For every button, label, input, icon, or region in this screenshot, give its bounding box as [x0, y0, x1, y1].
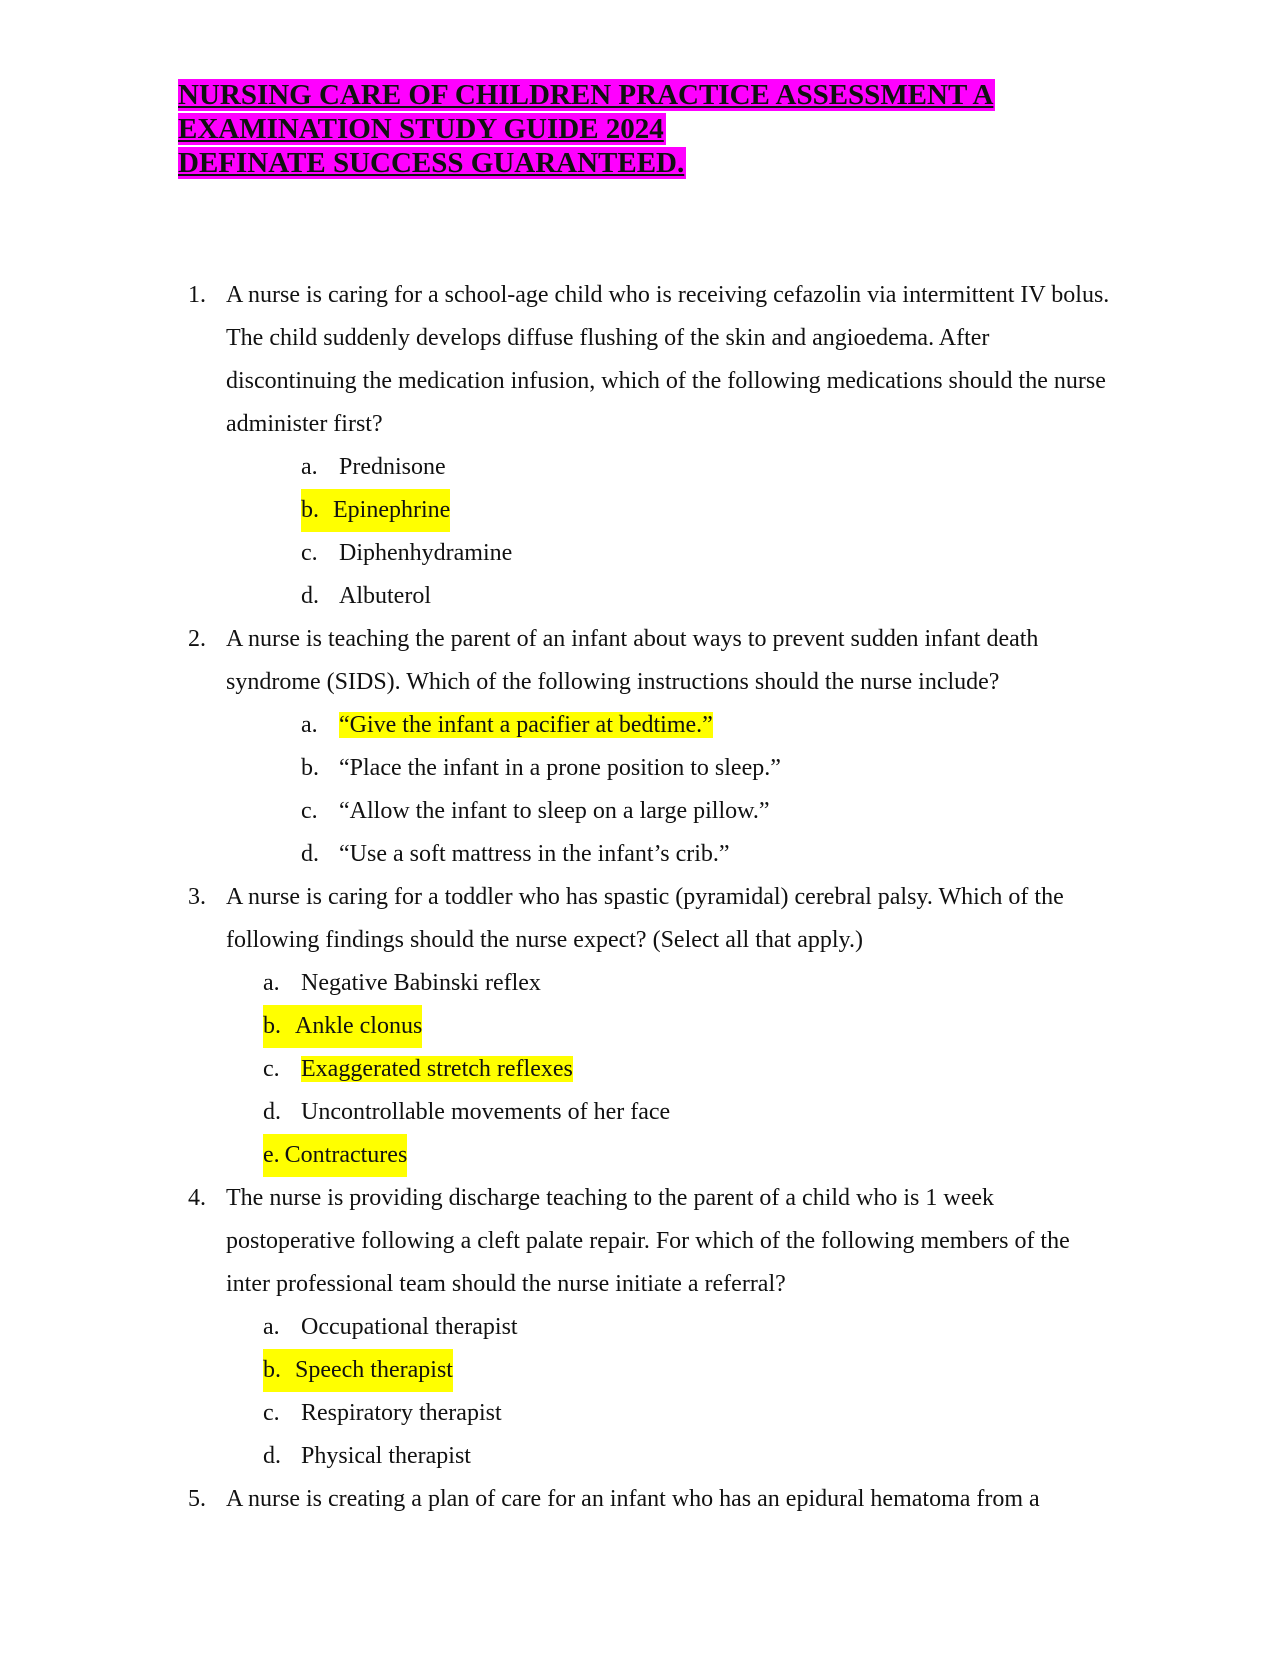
option-text: Contractures — [284, 1142, 408, 1168]
option-text: Speech therapist — [295, 1357, 453, 1383]
option-text: “Use a soft mattress in the infant’s crib.” — [339, 841, 730, 867]
option-letter: a. — [263, 1314, 280, 1340]
option-4c — [0, 1392, 1280, 1435]
option-text: Physical therapist — [301, 1443, 471, 1469]
option-text: Ankle clonus — [295, 1013, 423, 1039]
option-letter: d. — [263, 1099, 281, 1125]
option-text: Prednisone — [339, 454, 446, 480]
option-2c — [0, 790, 1280, 833]
question-5 — [0, 1478, 1280, 1521]
question-number: 3. — [188, 884, 206, 910]
option-2b — [0, 747, 1280, 790]
option-letter: c. — [263, 1056, 280, 1082]
question-list — [0, 274, 1280, 1521]
question-4 — [0, 1177, 1280, 1306]
option-4d — [0, 1435, 1280, 1478]
question-text: The nurse is providing discharge teaching to the parent of a child who is 1 week postoperative following a cleft palate repair. For which of the following members of the inter professional team should the nurse initiate a referral? — [226, 1185, 1070, 1297]
option-letter: d. — [301, 841, 319, 867]
option-text-correct: “Give the infant a pacifier at bedtime.” — [339, 712, 713, 738]
option-letter: b. — [263, 1013, 281, 1039]
option-2a — [0, 704, 1280, 747]
option-letter: b. — [301, 497, 319, 523]
title-line-2: EXAMINATION STUDY GUIDE 2024 — [178, 113, 664, 145]
question-number: 4. — [188, 1185, 206, 1211]
option-letter: b. — [301, 755, 319, 781]
option-text: Occupational therapist — [301, 1314, 518, 1340]
question-text: A nurse is caring for a school-age child who is receiving cefazolin via intermittent IV bolus. The child suddenly develops diffuse flushing of the skin and angioedema. After discontinuing the medication infusion, which of the following medications should the nurse administer first? — [226, 282, 1110, 437]
option-3b-correct — [0, 1005, 1280, 1048]
option-text: Exaggerated stretch reflexes — [301, 1056, 573, 1082]
question-number: 1. — [188, 282, 206, 308]
option-4b-correct — [0, 1349, 1280, 1392]
question-number: 2. — [188, 626, 206, 652]
option-3d — [0, 1091, 1280, 1134]
option-letter: c. — [263, 1400, 280, 1426]
option-letter: a. — [301, 454, 318, 480]
question-number: 5. — [188, 1486, 206, 1512]
document-title — [178, 78, 995, 180]
option-letter: c. — [301, 798, 318, 824]
option-letter: d. — [301, 583, 319, 609]
title-line-3: DEFINATE SUCCESS GUARANTEED. — [178, 147, 685, 179]
option-1d — [0, 575, 1280, 618]
option-3e-correct — [0, 1134, 1280, 1177]
question-text: A nurse is teaching the parent of an infant about ways to prevent sudden infant death syndrome (SIDS). Which of the following instructions should the nurse include? — [226, 626, 1039, 695]
option-text: Epinephrine — [333, 497, 451, 523]
option-4a — [0, 1306, 1280, 1349]
option-text: “Place the infant in a prone position to sleep.” — [339, 755, 781, 781]
option-letter: e. — [263, 1142, 280, 1168]
option-text: Diphenhydramine — [339, 540, 513, 566]
option-letter: a. — [263, 970, 280, 996]
option-1b-correct — [0, 489, 1280, 532]
option-1a — [0, 446, 1280, 489]
option-3a — [0, 962, 1280, 1005]
question-text: A nurse is caring for a toddler who has spastic (pyramidal) cerebral palsy. Which of the following findings should the nurse expect? (Select all that apply.) — [226, 884, 1064, 953]
option-1c — [0, 532, 1280, 575]
option-letter: a. — [301, 712, 318, 738]
title-line-1: NURSING CARE OF CHILDREN PRACTICE ASSESSMENT A — [178, 79, 994, 111]
option-3c-correct — [0, 1048, 1280, 1091]
question-1 — [0, 274, 1280, 446]
option-text: “Allow the infant to sleep on a large pillow.” — [339, 798, 770, 824]
option-2d — [0, 833, 1280, 876]
question-3 — [0, 876, 1280, 962]
option-text: Uncontrollable movements of her face — [301, 1099, 671, 1125]
option-letter: d. — [263, 1443, 281, 1469]
question-2 — [0, 618, 1280, 704]
option-letter: c. — [301, 540, 318, 566]
option-text: Respiratory therapist — [301, 1400, 502, 1426]
question-text: A nurse is creating a plan of care for an infant who has an epidural hematoma from a — [226, 1486, 1040, 1512]
option-text: Negative Babinski reflex — [301, 970, 541, 996]
option-letter: b. — [263, 1357, 281, 1383]
option-text: Albuterol — [339, 583, 431, 609]
